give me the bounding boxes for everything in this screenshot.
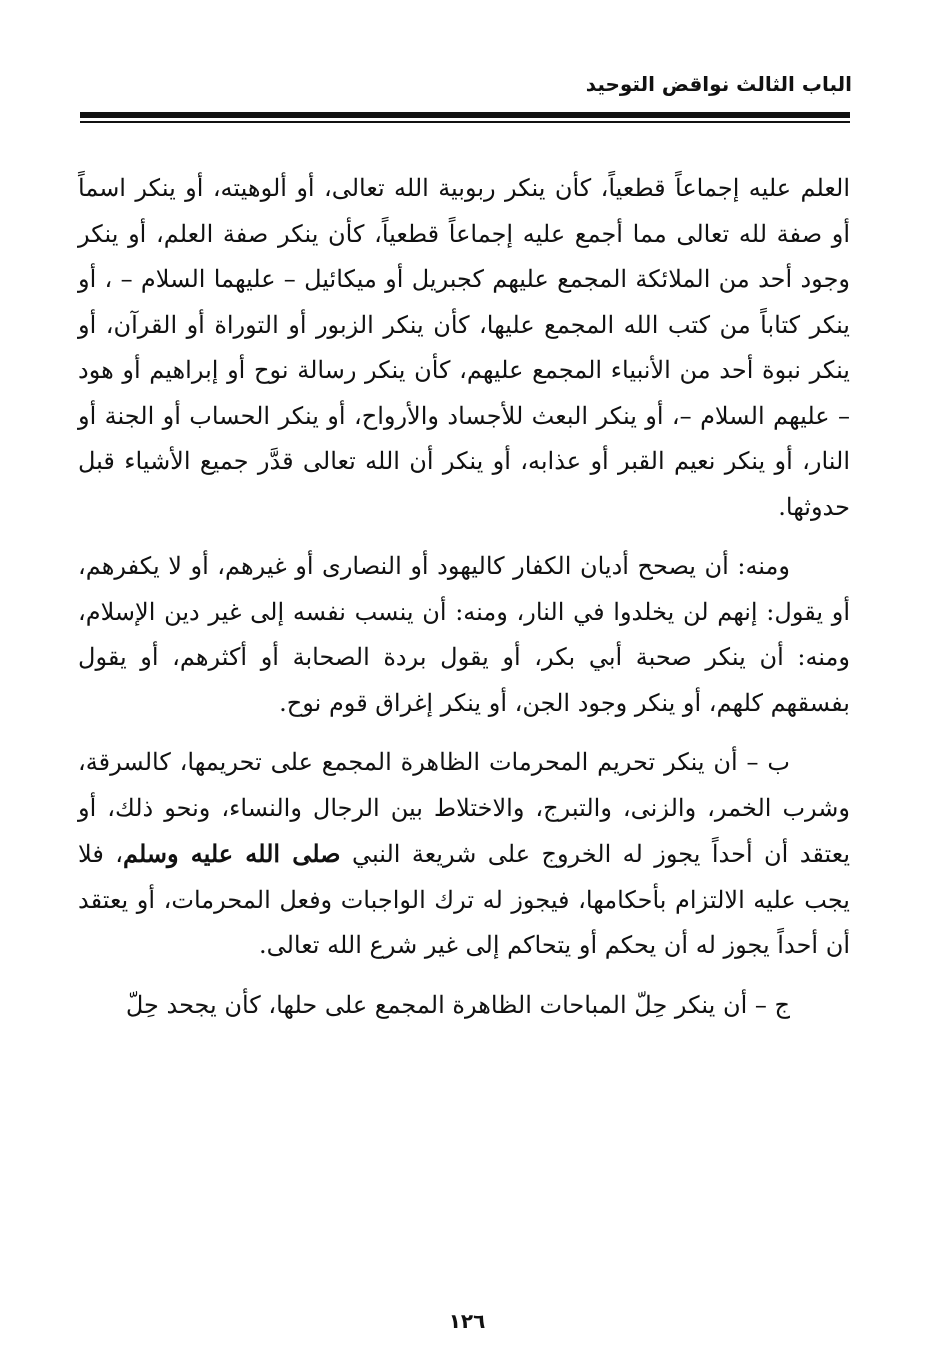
page-number: ١٢٦ <box>448 1309 486 1333</box>
salutation-text: صلى الله عليه وسلم <box>122 839 341 868</box>
running-header-title: الباب الثالث نواقض التوحيد <box>585 72 852 96</box>
paragraph-3-text-before: ب – أن ينكر تحريم المحرمات الظاهرة المجمع على تحريمها، كالسرقة، وشرب الخمر، والزنى، والتبرج، والاختلاط بين الرجال والنساء، ونحو ذلك، أو يعتقد أن أحداً يجوز له الخروج على شريعة النبي <box>78 748 851 868</box>
body-text <box>78 166 850 1042</box>
paragraph-2: ومنه: أن يصحح أديان الكفار كاليهود أو النصارى أو غيرهم، أو لا يكفرهم، أو يقول: إنهم لن يخلدوا في النار، ومنه: أن ينسب نفسه إلى غير دين الإسلام، ومنه: أن ينكر صحبة أبي بكر، أو يقول بردة الصحابة أو أكثرهم، أو يقول بفسقهم كلهم، أو ينكر وجود الجن، أو ينكر إغراق قوم نوح. <box>78 552 850 717</box>
paragraph-3-text-after: ، فلا يجب عليه الالتزام بأحكامها، فيجوز له ترك الواجبات وفعل المحرمات، أو يعتقد أن أحداً يجوز له أن يحكم أو يتحاكم إلى غير شرع الله تعالى. <box>78 840 850 959</box>
header-rule-thin <box>80 121 850 123</box>
paragraph-4: ج – أن ينكر حِلّ المباحات الظاهرة المجمع على حلها، كأن يجحد حِلّ <box>125 990 790 1019</box>
paragraph-3 <box>78 740 850 969</box>
paragraph-1: العلم عليه إجماعاً قطعياً، كأن ينكر ربوبية الله تعالى، أو ألوهيته، أو ينكر اسماً أو صفة لله تعالى مما أجمع عليه إجماعاً قطعياً، كأن ينكر صفة العلم، أو ينكر وجود أحد من الملائكة المجمع عليهم كجبريل أو ميكائيل – عليهما السلام – ، أو ينكر كتاباً من كتب الله المجمع عليها، كأن ينكر الزبور أو التوراة أو القرآن، أو ينكر نبوة أحد من الأنبياء المجمع عليهم، كأن ينكر رسالة نوح أو إبراهيم أو هود – عليهم السلام –، أو ينكر البعث للأجساد والأرواح، أو ينكر الحساب أو الجنة أو النار، أو ينكر نعيم القبر أو عذابه، أو ينكر أن الله تعالى قدَّر جميع الأشياء قبل حدوثها. <box>78 174 850 521</box>
header-rule-thick <box>80 112 850 118</box>
